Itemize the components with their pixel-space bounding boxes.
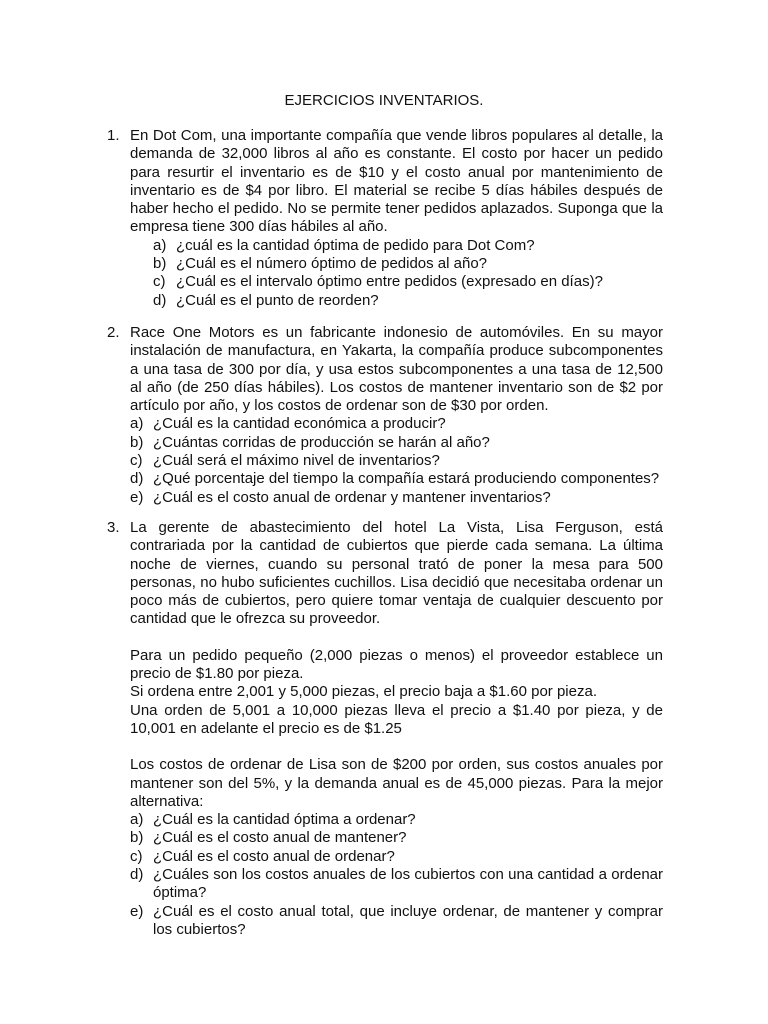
question-text: ¿Cuáles son los costos anuales de los cubiertos con una cantidad a ordenar óptima? bbox=[153, 866, 663, 902]
exercise-number: 2. bbox=[107, 324, 120, 341]
question-text: ¿Cuál es el costo anual total, que incluye ordenar, de mantener y comprar los cubiertos? bbox=[153, 902, 663, 938]
question-item bbox=[130, 811, 663, 829]
question-item bbox=[130, 470, 663, 488]
question-item bbox=[130, 866, 663, 903]
question-text: ¿Cuál es el costo anual de ordenar y mantener inventarios? bbox=[153, 488, 551, 506]
exercise-paragraph: Una orden de 5,001 a 10,000 piezas lleva el precio a $1.40 por pieza, y de 10,001 en adelante el precio es de $1.25 bbox=[130, 701, 663, 737]
question-letter: b) bbox=[130, 829, 144, 847]
question-text: ¿Cuál es el costo anual de mantener? bbox=[153, 829, 407, 847]
question-letter: e) bbox=[130, 902, 144, 920]
question-item bbox=[130, 452, 663, 470]
question-text: ¿Cuántas corridas de producción se harán al año? bbox=[153, 433, 490, 451]
question-item bbox=[130, 415, 663, 433]
question-list bbox=[153, 237, 663, 310]
document-title: EJERCICIOS INVENTARIOS. bbox=[284, 92, 484, 109]
exercise-paragraph: La gerente de abastecimiento del hotel La Vista, Lisa Ferguson, está contrariada por la cantidad de cubiertos que pierde cada semana. La última noche de viernes, cuando su personal trató de poner la mesa para 500 personas, no hubo suficientes cuchillos. Lisa decidió que necesitaba ordenar un poco más de cubiertos, pero quiere tomar ventaja de cualquier descuento por cantidad que le ofrezca su proveedor. bbox=[130, 519, 663, 628]
question-letter: c) bbox=[153, 273, 166, 291]
question-item bbox=[130, 848, 663, 866]
question-text: ¿Cuál es el número óptimo de pedidos al año? bbox=[176, 255, 488, 273]
question-letter: d) bbox=[130, 866, 144, 884]
question-letter: d) bbox=[153, 291, 167, 309]
question-text: ¿Qué porcentaje del tiempo la compañía estará produciendo componentes? bbox=[153, 470, 660, 488]
exercise-number: 1. bbox=[107, 127, 120, 144]
question-text: ¿Cuál es el intervalo óptimo entre pedidos (expresado en días)? bbox=[176, 273, 603, 291]
exercise-paragraph: En Dot Com, una importante compañía que vende libros populares al detalle, la demanda de 32,000 libros al año es constante. El costo por hacer un pedido para resurtir el inventario es de $10 y el costo anual por mantenimiento de inventario es de $4 por libro. El material se recibe 5 días hábiles después de haber hecho el pedido. No se permite tener pedidos aplazados. Suponga que la empresa tiene 300 días hábiles al año. bbox=[130, 127, 663, 236]
exercise-paragraph: Para un pedido pequeño (2,000 piezas o menos) el proveedor establece un precio de $1.80 por pieza. bbox=[130, 646, 663, 683]
question-list bbox=[130, 415, 663, 506]
question-letter: c) bbox=[130, 847, 143, 865]
exercise-paragraph: Si ordena entre 2,001 y 5,000 piezas, el precio baja a $1.60 por pieza. bbox=[130, 683, 597, 701]
question-letter: d) bbox=[130, 470, 144, 488]
question-letter: a) bbox=[130, 415, 144, 433]
question-letter: c) bbox=[130, 452, 143, 470]
exercise-1 bbox=[107, 127, 663, 310]
question-item bbox=[153, 237, 663, 255]
exercise-2 bbox=[107, 324, 663, 507]
question-item bbox=[153, 255, 663, 273]
question-text: ¿Cuál es la cantidad económica a producir? bbox=[153, 415, 446, 433]
question-list bbox=[130, 811, 663, 939]
exercise-paragraph: Race One Motors es un fabricante indonesio de automóviles. En su mayor instalación de manufactura, en Yakarta, la compañía produce subcomponentes a una tasa de 300 por día, y usa estos subcomponentes a una tasa de 12,500 al año (de 250 días hábiles). Los costos de mantener inventario son de $2 por artículo por año, y los costos de ordenar son de $30 por orden. bbox=[130, 324, 663, 415]
question-text: ¿Cuál es el punto de reorden? bbox=[176, 291, 379, 309]
exercise-3 bbox=[107, 519, 663, 939]
exercise-paragraph: Los costos de ordenar de Lisa son de $200 por orden, sus costos anuales por mantener son del 5%, y la demanda anual es de 45,000 piezas. Para la mejor alternativa: bbox=[130, 756, 663, 810]
question-text: ¿Cuál es la cantidad óptima a ordenar? bbox=[153, 811, 416, 829]
question-letter: b) bbox=[153, 255, 167, 273]
question-letter: a) bbox=[130, 811, 144, 829]
question-text: ¿cuál es la cantidad óptima de pedido para Dot Com? bbox=[176, 236, 535, 254]
question-item bbox=[130, 434, 663, 452]
question-letter: b) bbox=[130, 433, 144, 451]
question-text: ¿Cuál es el costo anual de ordenar? bbox=[153, 847, 395, 865]
question-item bbox=[153, 292, 663, 310]
question-item bbox=[130, 829, 663, 847]
question-text: ¿Cuál será el máximo nivel de inventarios? bbox=[153, 452, 440, 470]
question-item bbox=[130, 903, 663, 940]
question-letter: e) bbox=[130, 488, 144, 506]
question-item bbox=[153, 273, 663, 291]
question-item bbox=[130, 489, 663, 507]
exercise-number: 3. bbox=[107, 519, 120, 536]
question-letter: a) bbox=[153, 236, 167, 254]
